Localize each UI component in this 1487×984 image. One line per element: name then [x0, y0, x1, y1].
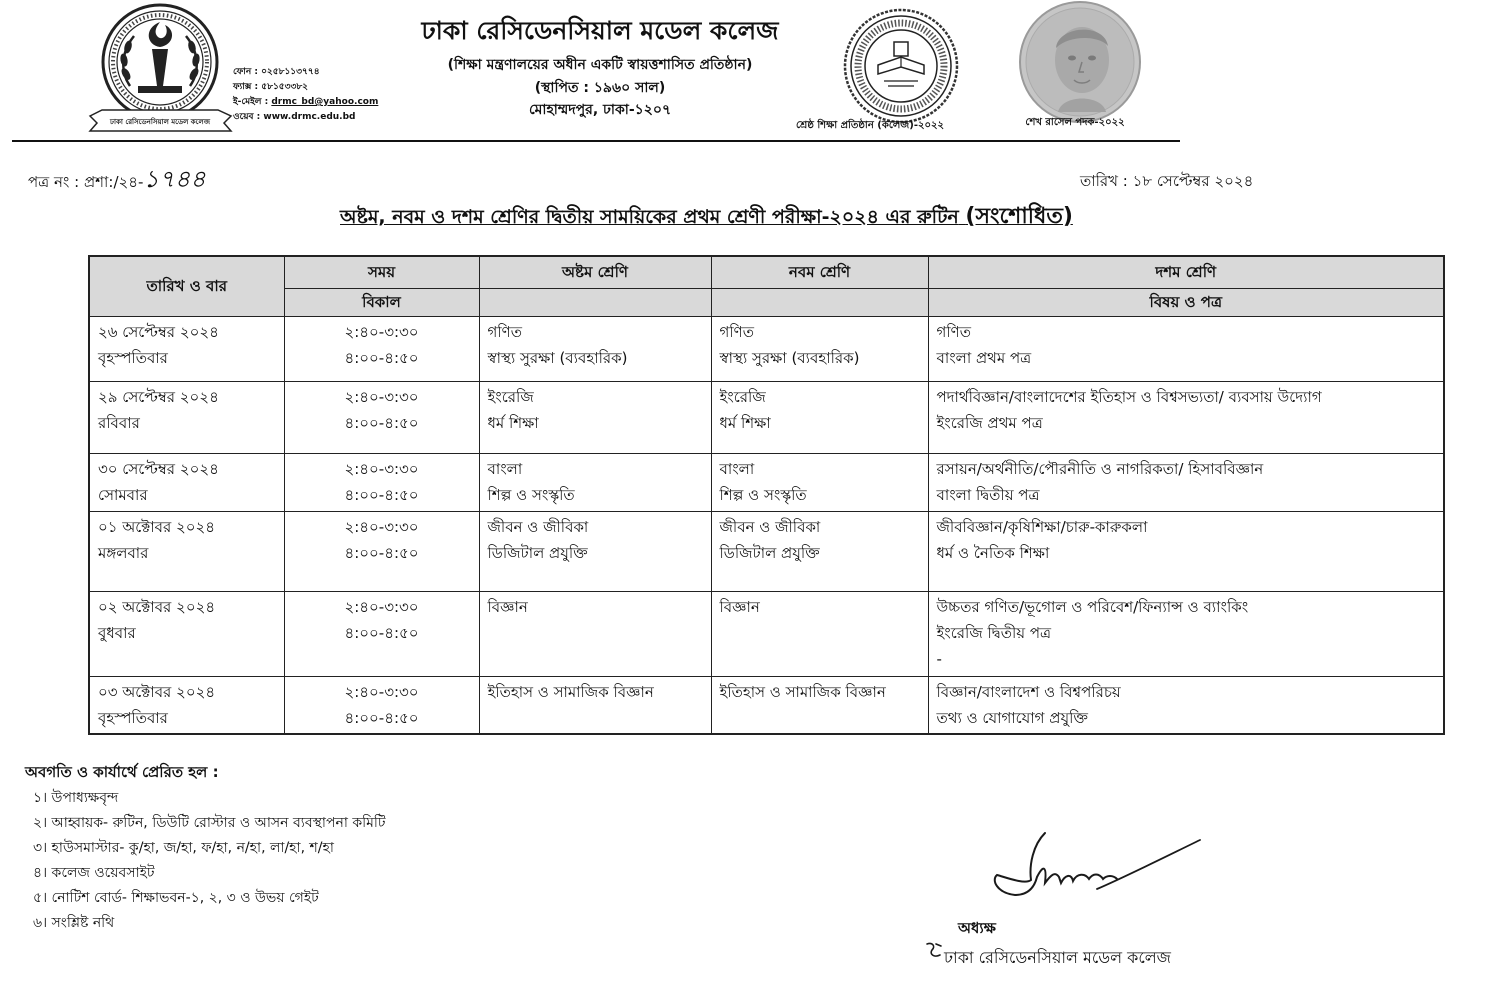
class-8-cell [479, 676, 711, 734]
table-row [89, 453, 1444, 511]
subject: শিল্প ও সংস্কৃতি [719, 485, 807, 504]
exam-day: বৃহস্পতিবার [98, 348, 168, 367]
phone-line: ফোন : ০২৫৮১১৩৭৭৪ [233, 67, 320, 77]
web-line: ওয়েব : www.drmc.edu.bd [233, 112, 356, 122]
class-8-cell [479, 591, 711, 676]
date-cell [89, 591, 284, 676]
header-time-session: বিকাল [284, 288, 479, 316]
signatory-designation: অধ্যক্ষ [958, 919, 996, 937]
date-cell [89, 381, 284, 453]
memo-reference-label: পত্র নং : প্রশা:/২৪- [28, 173, 144, 191]
subject: বাংলা [487, 459, 523, 478]
subject: গণিত [719, 322, 754, 341]
header-class-8: অষ্টম শ্রেণি [479, 256, 711, 288]
subject: বিজ্ঞান [487, 597, 528, 616]
table-header-row [89, 256, 1444, 288]
class-8-cell [479, 381, 711, 453]
class-9-cell [711, 453, 928, 511]
subject: গণিত [487, 322, 522, 341]
subject: তথ্য ও যোগাযোগ প্রযুক্তি [936, 708, 1088, 727]
class-9-cell [711, 676, 928, 734]
subject: বাংলা দ্বিতীয় পত্র [936, 485, 1040, 504]
table-row [89, 381, 1444, 453]
memo-reference [28, 165, 206, 193]
subject: ইতিহাস ও সামাজিক বিজ্ঞান [719, 682, 886, 701]
fax-line: ফ্যাক্স : ৫৮১৫৩৩৮২ [233, 82, 309, 92]
table-row [89, 511, 1444, 591]
subject: বাংলা প্রথম পত্র [936, 348, 1032, 367]
class-8-cell [479, 453, 711, 511]
subject: উচ্চতর গণিত/ভূগোল ও পরিবেশ/ফিন্যান্স ও ব্যাংকিং [936, 597, 1249, 616]
subject: স্বাস্থ্য সুরক্ষা (ব্যবহারিক) [487, 348, 628, 367]
subject: ধর্ম শিক্ষা [487, 413, 539, 432]
exam-date: ৩০ সেপ্টেম্বর ২০২৪ [98, 459, 219, 478]
signature-icon [985, 825, 1215, 910]
exam-day: মঙ্গলবার [98, 543, 149, 562]
best-institution-award-badge [842, 7, 960, 129]
subject: ইংরেজি [487, 387, 534, 406]
distribution-item: ৩। হাউসমাস্টার- কু/হা, জ/হা, ফ/হা, ন/হা, লা/হা, শ/হা [33, 840, 334, 856]
handwritten-initials-icon [924, 940, 944, 962]
initials-mark [924, 940, 944, 966]
subject: বিজ্ঞান/বাংলাদেশ ও বিশ্বপরিচয় [936, 682, 1121, 701]
exam-date: ২৯ সেপ্টেম্বর ২০২৪ [98, 387, 219, 406]
table-row [89, 676, 1444, 734]
header-time: সময় [284, 256, 479, 288]
subject: ইংরেজি দ্বিতীয় পত্র [936, 623, 1052, 642]
distribution-item: ৪। কলেজ ওয়েবসাইট [33, 865, 155, 881]
class-9-cell [711, 316, 928, 381]
exam-date: ০৩ অক্টোবর ২০২৪ [98, 682, 216, 701]
class-10-cell [928, 511, 1444, 591]
class-10-cell [928, 591, 1444, 676]
time-slot: ২:৪০-৩:৩০ [344, 517, 419, 536]
subject: ইংরেজি [719, 387, 766, 406]
email-line [233, 95, 378, 110]
subject: জীবন ও জীবিকা [487, 517, 589, 536]
time-cell [284, 381, 479, 453]
time-cell [284, 453, 479, 511]
time-slot: ৪:০০-৪:৫০ [344, 348, 419, 367]
class-9-cell [711, 381, 928, 453]
time-slot: ২:৪০-৩:৩০ [344, 459, 419, 478]
subject: ইতিহাস ও সামাজিক বিজ্ঞান [487, 682, 654, 701]
time-cell [284, 591, 479, 676]
header-date-day: তারিখ ও বার [89, 256, 284, 316]
memo-date: তারিখ : ১৮ সেপ্টেম্বর ২০২৪ [1080, 172, 1254, 190]
distribution-item: ১। উপাধ্যক্ষবৃন্দ [33, 790, 119, 806]
medal-portrait-icon [1018, 0, 1142, 124]
subject: ডিজিটাল প্রযুক্তি [719, 543, 820, 562]
time-slot: ৪:০০-৪:৫০ [344, 708, 419, 727]
class-9-cell [711, 511, 928, 591]
distribution-item: ৫। নোটিশ বোর্ড- শিক্ষাভবন-১, ২, ৩ ও উভয় গেইট [33, 890, 319, 906]
header-class-9: নবম শ্রেণি [711, 256, 928, 288]
header-class-9-blank [711, 288, 928, 316]
notice-title-suffix: (সংশোধিত) [965, 204, 1073, 229]
time-slot: ৪:০০-৪:৫০ [344, 485, 419, 504]
class-8-cell [479, 316, 711, 381]
logo-ribbon-text: ঢাকা রেসিডেনসিয়াল মডেল কলেজ [110, 118, 210, 126]
subject: স্বাস্থ্য সুরক্ষা (ব্যবহারিক) [719, 348, 860, 367]
time-cell [284, 316, 479, 381]
subject: - [936, 649, 942, 668]
exam-day: বুধবার [98, 623, 136, 642]
signatory-institution: ঢাকা রেসিডেনসিয়াল মডেল কলেজ [944, 948, 1171, 967]
class-10-cell [928, 381, 1444, 453]
date-cell [89, 511, 284, 591]
exam-day: রবিবার [98, 413, 140, 432]
time-slot: ৪:০০-৪:৫০ [344, 543, 419, 562]
distribution-heading: অবগতি ও কার্যার্থে প্রেরিত হল : [25, 763, 219, 781]
award-2-caption: শেখ রাসেল পদক-২০২২ [1025, 117, 1125, 128]
time-slot: ৪:০০-৪:৫০ [344, 623, 419, 642]
class-10-cell [928, 453, 1444, 511]
class-10-cell [928, 676, 1444, 734]
subject: ডিজিটাল প্রযুক্তি [487, 543, 588, 562]
time-slot: ২:৪০-৩:৩০ [344, 387, 419, 406]
subject: রসায়ন/অর্থনীতি/পৌরনীতি ও নাগরিকতা/ হিসাববিজ্ঞান [936, 459, 1264, 478]
subject: জীবন ও জীবিকা [719, 517, 821, 536]
college-logo-emblem [88, 2, 233, 137]
table-subheader-row [89, 288, 1444, 316]
award-1-caption: শ্রেষ্ঠ শিক্ষা প্রতিষ্ঠান (কলেজ)-২০২২ [796, 120, 944, 131]
email-address: drmc_bd@yahoo.com [271, 97, 379, 107]
subject: ধর্ম শিক্ষা [719, 413, 771, 432]
distribution-item: ২। আহ্বায়ক- রুটিন, ডিউটি রোস্টার ও আসন ব্যবস্থাপনা কমিটি [33, 815, 386, 831]
subject: শিল্প ও সংস্কৃতি [487, 485, 575, 504]
subject: ইংরেজি প্রথম পত্র [936, 413, 1043, 432]
date-cell [89, 676, 284, 734]
principal-signature [985, 825, 1215, 914]
date-cell [89, 316, 284, 381]
college-subtitle: (শিক্ষা মন্ত্রণালয়ের অধীন একটি স্বায়ত্তশাসিত প্রতিষ্ঠান) [447, 57, 753, 73]
distribution-item: ৬। সংশ্লিষ্ট নথি [33, 915, 115, 931]
exam-routine-table [88, 255, 1445, 735]
subject: পদার্থবিজ্ঞান/বাংলাদেশের ইতিহাস ও বিশ্বসভ্যতা/ ব্যবসায় উদ্যোগ [936, 387, 1322, 406]
letterhead-divider [12, 140, 1180, 142]
memo-reference-number: ১৭৪৪ [143, 165, 206, 193]
exam-date: ০২ অক্টোবর ২০২৪ [98, 597, 216, 616]
class-9-cell [711, 591, 928, 676]
time-slot: ২:৪০-৩:৩০ [344, 322, 419, 341]
time-slot: ২:৪০-৩:৩০ [344, 682, 419, 701]
exam-day: বৃহস্পতিবার [98, 708, 168, 727]
email-label: ই-মেইল : [233, 97, 272, 107]
college-address: মোহাম্মদপুর, ঢাকা-১২০৭ [528, 102, 672, 118]
time-cell [284, 511, 479, 591]
date-cell [89, 453, 284, 511]
exam-date: ০১ অক্টোবর ২০২৪ [98, 517, 216, 536]
subject: বাংলা [719, 459, 755, 478]
subject: জীববিজ্ঞান/কৃষিশিক্ষা/চারু-কারুকলা [936, 517, 1148, 536]
subject: গণিত [936, 322, 971, 341]
header-class-10: দশম শ্রেণি [928, 256, 1444, 288]
sheikh-russel-medal [1018, 0, 1142, 128]
time-slot: ২:৪০-৩:৩০ [344, 597, 419, 616]
time-cell [284, 676, 479, 734]
time-slot: ৪:০০-৪:৫০ [344, 413, 419, 432]
subject: বিজ্ঞান [719, 597, 760, 616]
table-row [89, 591, 1444, 676]
notice-title-main: অষ্টম, নবম ও দশম শ্রেণির দ্বিতীয় সাময়িকের প্রথম শ্রেণী পরীক্ষা-২০২৪ এর রুটিন [340, 206, 959, 228]
subject: ধর্ম ও নৈতিক শিক্ষা [936, 543, 1050, 562]
header-class-10-sub: বিষয় ও পত্র [928, 288, 1444, 316]
college-name: ঢাকা রেসিডেনসিয়াল মডেল কলেজ [421, 16, 779, 45]
award-badge-icon [842, 7, 960, 125]
table-row [89, 316, 1444, 381]
college-logo [88, 2, 233, 141]
class-8-cell [479, 511, 711, 591]
exam-date: ২৬ সেপ্টেম্বর ২০২৪ [98, 322, 219, 341]
header-class-8-blank [479, 288, 711, 316]
exam-day: সোমবার [98, 485, 148, 504]
notice-title [340, 202, 1073, 232]
contact-info [233, 65, 378, 125]
established-year: (স্থাপিত : ১৯৬০ সাল) [534, 80, 666, 96]
class-10-cell [928, 316, 1444, 381]
